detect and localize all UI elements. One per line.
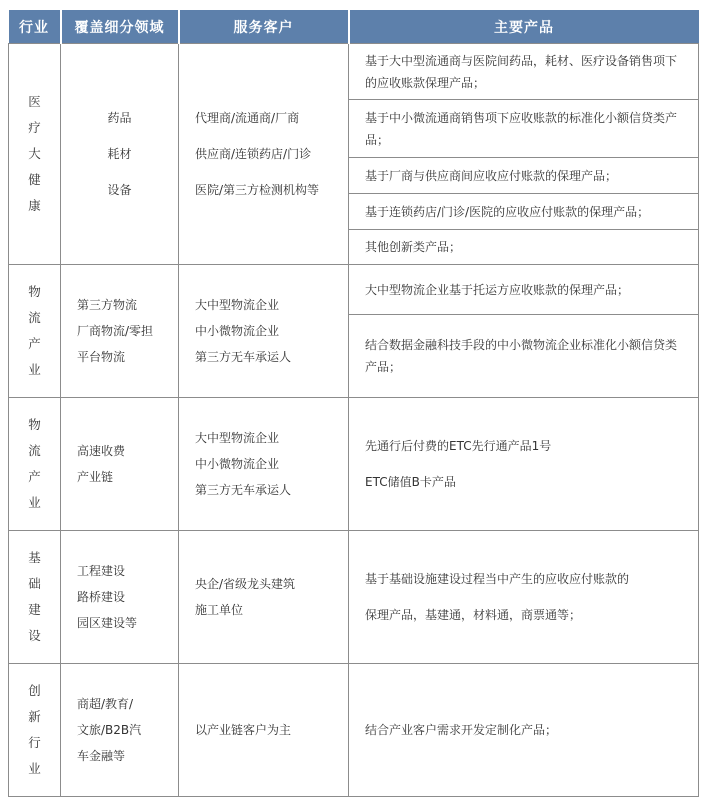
products-cell — [349, 664, 699, 797]
segment-item: 文旅/B2B汽 — [77, 723, 142, 737]
product-item: 基于中小微流通商销售项下应收账款的标准化小额信贷类产品； — [349, 100, 698, 158]
header-products: 主要产品 — [349, 10, 699, 44]
table-row — [9, 398, 699, 531]
segment-item: 厂商物流/零担 — [77, 324, 154, 338]
industry-label: 医疗大健康 — [28, 94, 41, 213]
segment-item: 园区建设等 — [77, 616, 138, 630]
product-item: 基于连锁药店/门诊/医院的应收应付账款的保理产品； — [349, 194, 698, 230]
client-item: 中小微物流企业 — [195, 324, 280, 338]
client-item: 第三方无车承运人 — [195, 350, 292, 364]
industry-cell — [9, 531, 61, 664]
product-item: ETC储值B卡产品 — [365, 475, 456, 489]
product-item: 大中型物流企业基于托运方应收账款的保理产品； — [349, 265, 698, 315]
client-item: 施工单位 — [195, 603, 244, 617]
products-cell — [349, 265, 699, 398]
product-item: 基于厂商与供应商间应收应付账款的保理产品； — [349, 158, 698, 194]
segment-item: 高速收费 — [77, 444, 126, 458]
segment-item: 产业链 — [77, 470, 114, 484]
header-segments: 覆盖细分领域 — [61, 10, 179, 44]
segments-cell — [61, 44, 179, 265]
table-row — [9, 44, 699, 265]
segments-cell — [61, 398, 179, 531]
industry-label: 物流产业 — [28, 284, 41, 377]
client-item: 第三方无车承运人 — [195, 483, 292, 497]
product-item: 结合产业客户需求开发定制化产品； — [365, 723, 558, 737]
clients-cell — [179, 664, 349, 797]
segment-item: 工程建设 — [77, 564, 126, 578]
table-header-row — [9, 10, 699, 44]
segment-item: 耗材 — [107, 147, 132, 161]
segment-item: 路桥建设 — [77, 590, 126, 604]
table-row — [9, 265, 699, 398]
segment-item: 药品 — [107, 111, 132, 125]
industry-label: 物流产业 — [28, 417, 41, 510]
industry-cell — [9, 265, 61, 398]
client-item: 供应商/连锁药店/门诊 — [195, 147, 312, 161]
clients-cell — [179, 265, 349, 398]
industry-product-table — [8, 10, 699, 797]
client-item: 央企/省级龙头建筑 — [195, 577, 296, 591]
industry-label: 基础建设 — [28, 550, 41, 643]
industry-cell — [9, 44, 61, 265]
client-item: 大中型物流企业 — [195, 298, 280, 312]
clients-cell — [179, 398, 349, 531]
segments-cell — [61, 265, 179, 398]
product-item: 其他创新类产品； — [365, 240, 462, 254]
products-cell — [349, 44, 699, 265]
clients-cell — [179, 44, 349, 265]
product-item: 基于基础设施建设过程当中产生的应收应付账款的 — [365, 572, 630, 586]
client-item: 大中型物流企业 — [195, 431, 280, 445]
client-item: 代理商/流通商/厂商 — [195, 111, 300, 125]
industry-label: 创新行业 — [28, 683, 41, 776]
industry-cell — [9, 664, 61, 797]
segments-cell — [61, 531, 179, 664]
table-row — [9, 531, 699, 664]
products-cell — [349, 398, 699, 531]
industry-cell — [9, 398, 61, 531]
product-item: 结合数据金融科技手段的中小微物流企业标准化小额信贷类产品； — [365, 338, 678, 374]
segment-item: 第三方物流 — [77, 298, 138, 312]
client-item: 中小微物流企业 — [195, 457, 280, 471]
product-item: 保理产品，基建通，材料通，商票通等； — [365, 608, 582, 622]
segment-item: 设备 — [107, 183, 132, 197]
client-item: 以产业链客户为主 — [195, 723, 292, 737]
client-item: 医院/第三方检测机构等 — [195, 183, 320, 197]
product-item: 基于大中型流通商与医院间药品，耗材、医疗设备销售项下的应收账款保理产品； — [349, 44, 698, 100]
table-row — [9, 664, 699, 797]
products-cell — [349, 531, 699, 664]
header-clients: 服务客户 — [179, 10, 349, 44]
segment-item: 平台物流 — [77, 350, 126, 364]
segments-cell — [61, 664, 179, 797]
product-item: 先通行后付费的ETC先行通产品1号 — [365, 439, 552, 453]
segment-item: 车金融等 — [77, 749, 126, 763]
clients-cell — [179, 531, 349, 664]
segment-item: 商超/教育/ — [77, 697, 134, 711]
header-industry: 行业 — [9, 10, 61, 44]
